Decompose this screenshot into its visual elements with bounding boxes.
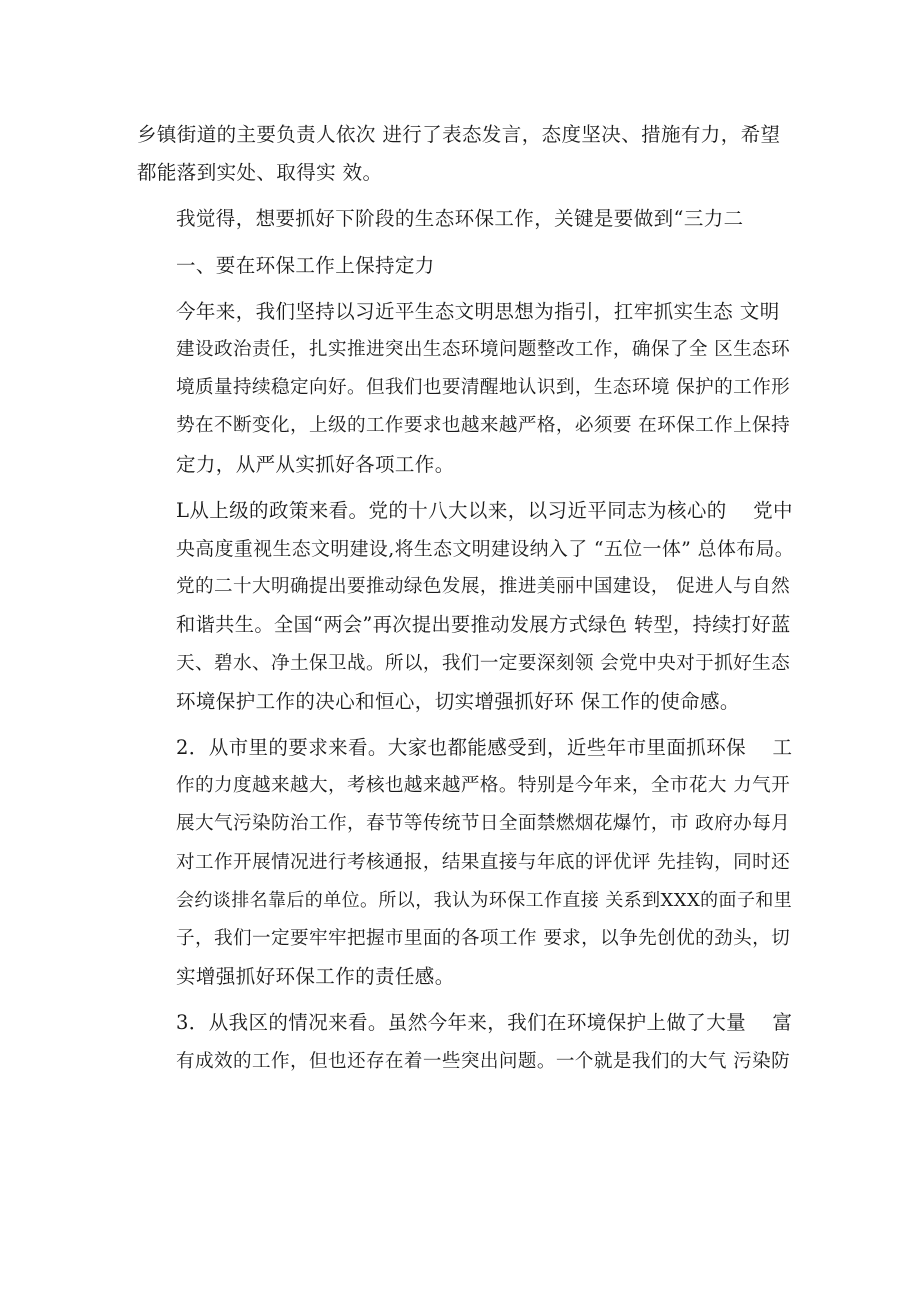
text-line: 子，我们一定要牢牢把握市里面的各项工作 要求，以争先创优的劲头，切 (176, 928, 791, 950)
text-line: 展大气污染防治工作，春节等传统节日全面禁燃烟花爆竹，市 政府办每月 (176, 813, 791, 835)
document-body (137, 116, 797, 1089)
text-line: 天、碧水、净土保卫战。所以，我们一定要深刻领 会党中央对于抓好生态 (176, 652, 791, 674)
text-line: 都能落到实处、取得实 效。 (137, 161, 383, 185)
text-line: 我觉得，想要抓好下阶段的生态环保工作，关键是要做到“三力二 (176, 207, 744, 231)
text-line: 环境保护工作的决心和恒心，切实增强抓好环 保工作的使命感。 (176, 689, 740, 713)
text-line: 有成效的工作，但也还存在着一些突出问题。一个就是我们的大气 污染防 (176, 1050, 791, 1072)
paragraph-6 (137, 1004, 797, 1080)
text-line: 党的二十大明确提出要推动绿色发展，推进美丽中国建设， 促进人与自然 (176, 576, 791, 598)
section-heading (137, 247, 797, 285)
paragraph-3 (137, 293, 797, 484)
heading-text: 一、要在环保工作上保持定力 (176, 253, 435, 277)
paragraph-5 (137, 729, 797, 996)
text-line: 对工作开展情况进行考核通报，结果直接与年底的评优评 先挂钩，同时还 (176, 851, 791, 873)
text-line: 作的力度越来越大，考核也越来越严格。特别是今年来，全市花大 力气开 (176, 775, 791, 797)
text-line: 央高度重视生态文明建设,将生态文明建设纳入了 “五位一体” 总体布局。 (176, 538, 795, 561)
text-line: 建设政治责任，扎实推进突出生态环境问题整改工作，确保了全 区生态环 (176, 339, 791, 361)
text-line: 今年来，我们坚持以习近平生态文明思想为指引，扛牢抓实生态 文明 (176, 299, 780, 323)
text-line: 3．从我区的情况来看。虽然今年来，我们在环境保护上做了大量 富 (176, 1011, 793, 1035)
text-line: 和谐共生。全国“两会”再次提出要推动发展方式绿色 转型，持续打好蓝 (176, 613, 791, 637)
paragraph-4 (137, 492, 797, 721)
text-line: 境质量持续稳定向好。但我们也要清醒地认识到，生态环境 保护的工作形 (176, 377, 791, 399)
text-line: 势在不断变化，上级的工作要求也越来越严格，必须要 在环保工作上保持 (176, 415, 791, 437)
text-line: 会约谈排名靠后的单位。所以，我认为环保工作直接 关系到XXX的面子和里 (176, 889, 793, 911)
paragraph-1 (137, 116, 797, 192)
text-line: L从上级的政策来看。党的十八大以来，以习近平同志为核心的 党中 (176, 498, 793, 522)
text-line: 2．从市里的要求来看。大家也都能感受到，近些年市里面抓环保 工 (176, 736, 793, 760)
text-line: 实增强抓好环保工作的责任感。 (176, 965, 455, 989)
paragraph-2 (137, 200, 797, 238)
text-line: 定力，从严从实抓好各项工作。 (176, 452, 455, 476)
text-line: 乡镇街道的主要负责人依次 进行了表态发言，态度坚决、措施有力，希望 (137, 123, 781, 146)
